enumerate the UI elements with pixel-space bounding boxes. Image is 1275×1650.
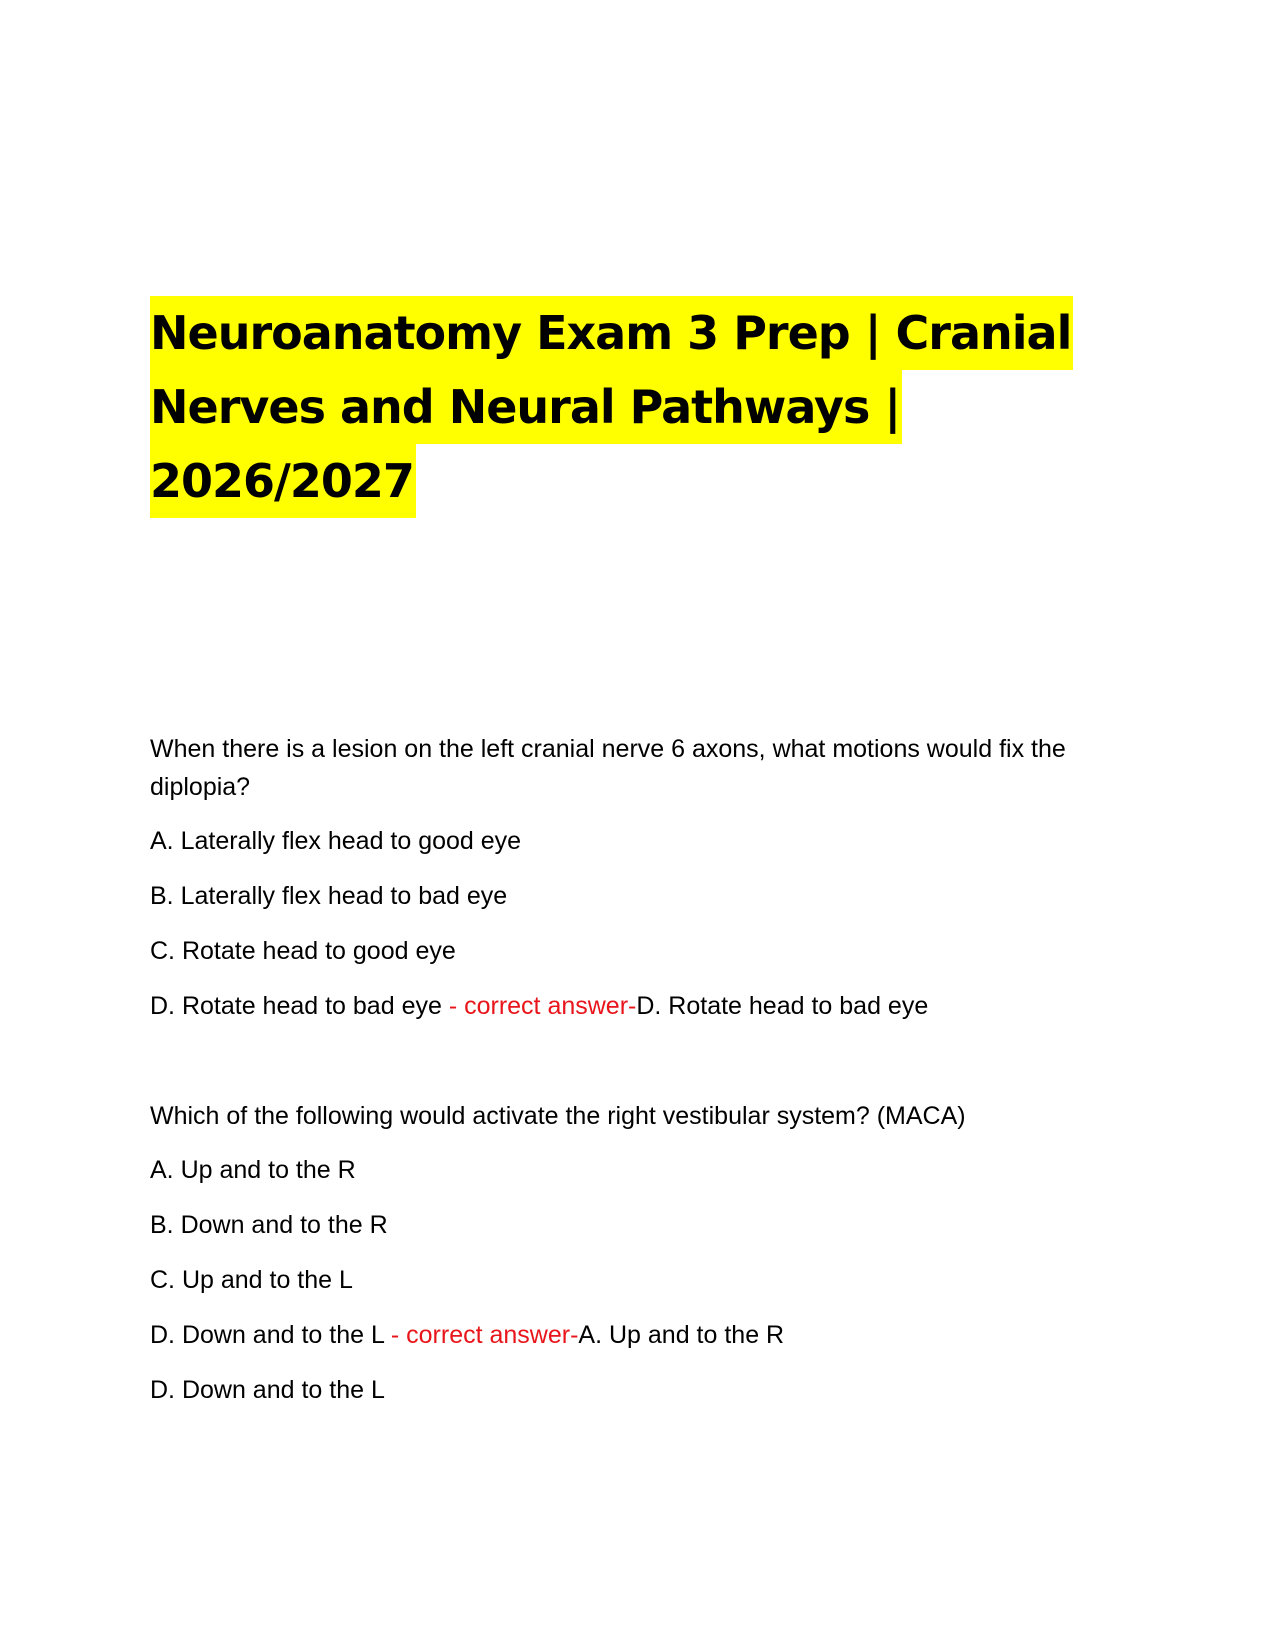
correct-answer-text: A. Up and to the R: [578, 1321, 785, 1349]
answer-option-a: A. Up and to the R: [150, 1156, 356, 1184]
title-line-1-text: Neuroanatomy Exam 3 Prep | Cranial: [150, 296, 1073, 370]
correct-answer-text: D. Rotate head to bad eye: [636, 992, 929, 1020]
answer-option-d: [150, 987, 1150, 1025]
answer-option-d-text: D. Rotate head to bad eye: [150, 992, 442, 1020]
question-block-2: [150, 1097, 1150, 1426]
question-prompt: When there is a lesion on the left cranial nerve 6 axons, what motions would fix the diplopia?: [150, 735, 1066, 801]
answer-option-b: B. Down and to the R: [150, 1211, 388, 1239]
question-block-1: [150, 730, 1150, 1042]
answer-option-d-text: D. Down and to the L: [150, 1321, 384, 1349]
question-prompt: Which of the following would activate the right vestibular system? (MACA): [150, 1102, 966, 1130]
trailing-option-line: D. Down and to the L: [150, 1376, 385, 1404]
correct-answer-marker: - correct answer-: [383, 1321, 579, 1349]
answer-option-a: A. Laterally flex head to good eye: [150, 827, 522, 855]
answer-option-b: B. Laterally flex head to bad eye: [150, 882, 508, 910]
title-line-2-text: Nerves and Neural Pathways |: [150, 370, 902, 444]
title-line-3-text: 2026/2027: [150, 444, 416, 518]
document-title: [150, 296, 1110, 518]
answer-option-c: C. Up and to the L: [150, 1266, 353, 1294]
title-line-1: [150, 296, 1110, 370]
answer-option-c: C. Rotate head to good eye: [150, 937, 456, 965]
title-line-2: [150, 370, 1110, 444]
title-line-3: [150, 444, 1110, 518]
correct-answer-marker: - correct answer-: [441, 992, 637, 1020]
answer-option-d: [150, 1316, 1150, 1354]
